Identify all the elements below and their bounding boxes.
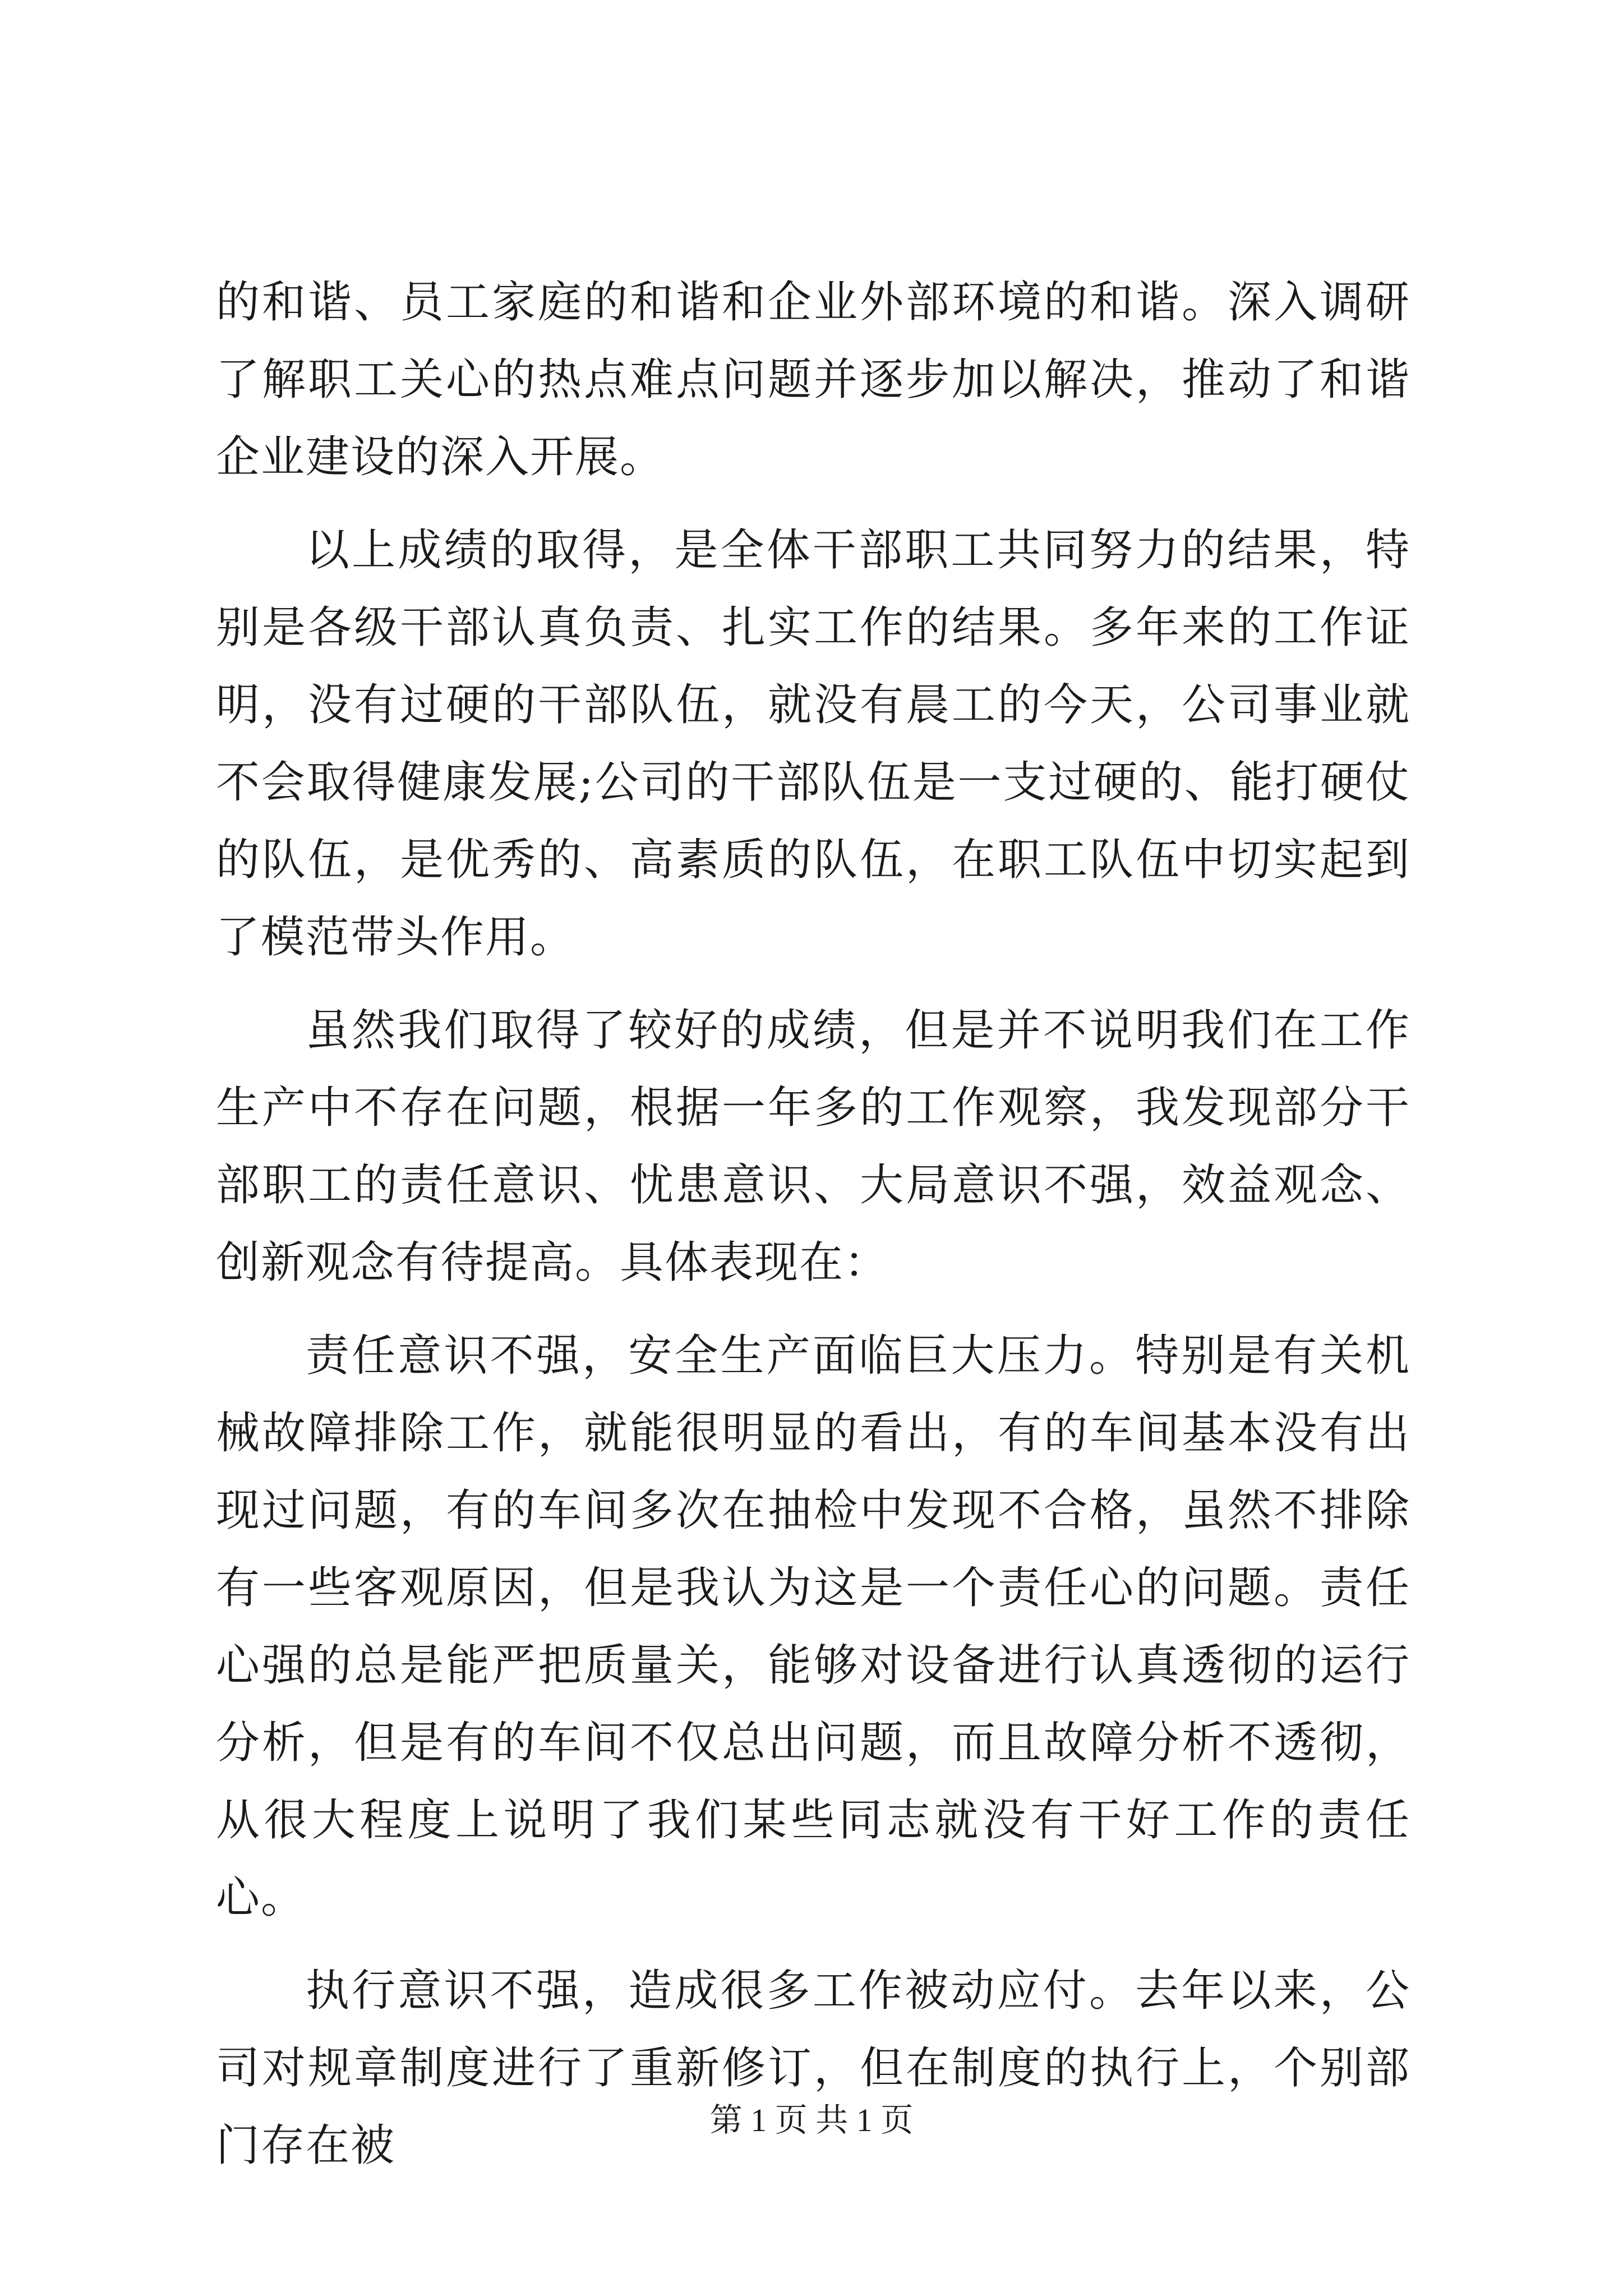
page-footer: 第 1 页 共 1 页 [709, 2102, 914, 2138]
paragraph-problems: 虽然我们取得了较好的成绩，但是并不说明我们在工作生产中不存在问题，根据一年多的工作观察，我发现部分干部职工的责任意识、忧患意识、大局意识不强，效益观念、创新观念有待提高。具体表现在： [216, 1005, 1410, 1288]
document-body [216, 264, 1410, 2200]
paragraph-achievements: 以上成绩的取得，是全体干部职工共同努力的结果，特别是各级干部认真负责、扎实工作的结果。多年来的工作证明，没有过硬的干部队伍，就没有晨工的今天，公司事业就不会取得健康发展;公司的干部队伍是一支过硬的、能打硬仗的队伍，是优秀的、高素质的队伍，在职工队伍中切实起到了模范带头作用。 [216, 525, 1410, 963]
paragraph-continuation: 的和谐、员工家庭的和谐和企业外部环境的和谐。深入调研了解职工关心的热点难点问题并逐步加以解决，推动了和谐企业建设的深入开展。 [216, 277, 1410, 482]
paragraph-execution: 执行意识不强，造成很多工作被动应付。去年以来，公司对规章制度进行了重新修订，但在制度的执行上，个别部门存在被 [216, 1966, 1410, 2171]
paragraph-responsibility: 责任意识不强，安全生产面临巨大压力。特别是有关机械故障排除工作，就能很明显的看出，有的车间基本没有出现过问题，有的车间多次在抽检中发现不合格，虽然不排除有一些客观原因，但是我认为这是一个责任心的问题。责任心强的总是能严把质量关，能够对设备进行认真透彻的运行分析，但是有的车间不仅总出问题，而且故障分析不透彻，从很大程度上说明了我们某些同志就没有干好工作的责任心。 [216, 1331, 1410, 1923]
